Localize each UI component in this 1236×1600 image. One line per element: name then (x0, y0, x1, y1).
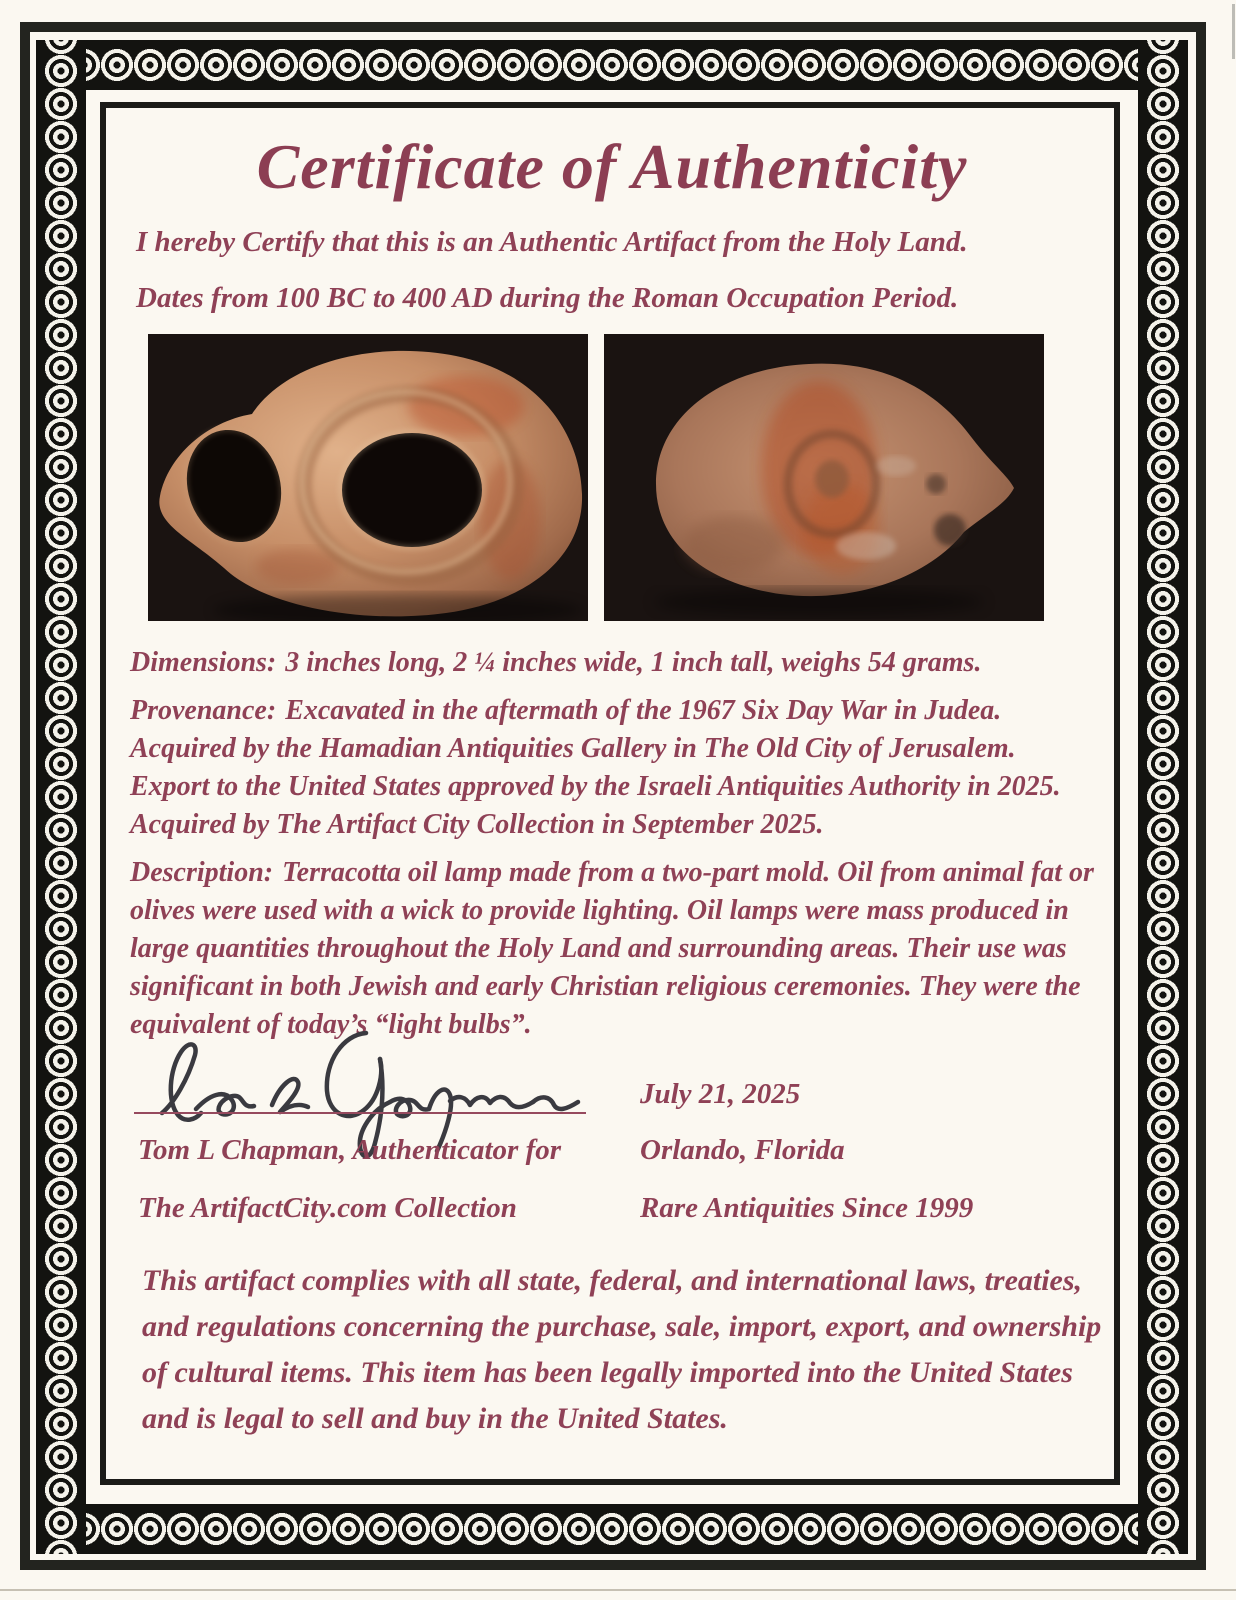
description-label: Description: (130, 857, 274, 888)
description-section (130, 854, 1096, 1044)
provenance-label: Provenance: (130, 695, 277, 726)
dimensions-label: Dimensions: (130, 647, 277, 678)
intro-line-2: Dates from 100 BC to 400 AD during the Roman Occupation Period. (136, 282, 959, 314)
authenticator-name-line: Tom L Chapman, Authenticator for (138, 1134, 562, 1166)
artifact-photos (148, 334, 1044, 621)
provenance-section (130, 692, 1094, 844)
artifact-photo-bottom-view (604, 334, 1044, 621)
intro-line-1: I hereby Certify that this is an Authentic Artifact from the Holy Land. (136, 226, 968, 258)
certificate-date: July 21, 2025 (640, 1078, 801, 1110)
description-text: Terracotta oil lamp made from a two-part mold. Oil from animal fat or olives were used with a wick to provide lighting. Oil lamps were mass produced in large quantities throughout the Holy Land and surrounding areas. Their use was significant in both Jewish and early Christian religious ceremonies. They were the equivalent of today’s “light bulbs”. (130, 857, 1094, 1040)
provenance-text: Excavated in the aftermath of the 1967 Six Day War in Judea. Acquired by the Hamadian Antiquities Gallery in The Old City of Jerusalem. Export to the United States approved by the Israeli Antiquities Authority in 2025. Acquired by The Artifact City Collection in September 2025. (130, 695, 1061, 840)
certificate-content (128, 122, 1102, 1472)
border-circle-band-right (1138, 40, 1188, 1554)
border-circle-band-top (36, 40, 1188, 90)
collection-line: The ArtifactCity.com Collection (138, 1192, 517, 1224)
company-tagline: Rare Antiquities Since 1999 (640, 1192, 974, 1224)
dimensions-text: 3 inches long, 2 ¼ inches wide, 1 inch tall, weighs 54 grams. (285, 647, 982, 678)
certificate-location: Orlando, Florida (640, 1134, 845, 1166)
dimensions-section (130, 644, 1096, 682)
signature-line (134, 1112, 586, 1114)
border-circle-band-left (36, 40, 86, 1554)
border-circle-band-bottom (36, 1504, 1188, 1554)
scan-edge-line (0, 1589, 1236, 1591)
scan-edge-artifact (1232, 4, 1235, 59)
artifact-photo-top-view (148, 334, 588, 621)
compliance-statement: This artifact complies with all state, federal, and international laws, treaties, and regulations concerning the purchase, sale, import, export, and ownership of cultural items. This item has been legally imported into the United States and is legal to sell and buy in the United States. (142, 1264, 1102, 1435)
certificate-title: Certificate of Authenticity (256, 131, 968, 202)
